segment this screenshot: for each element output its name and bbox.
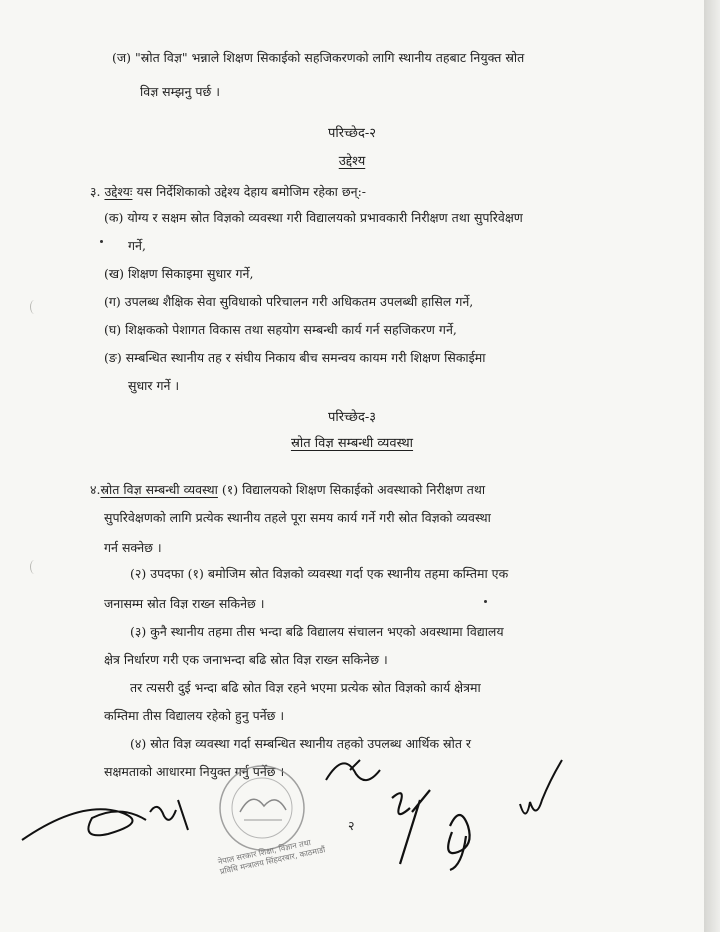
chapter3-title: परिच्छेद-३ — [327, 410, 377, 425]
section3-heading: उद्देश्यः — [104, 184, 133, 199]
section3-intro: यस निर्देशिकाको उद्देश्य देहाय बमोजिम रहेका छन्:- — [136, 184, 367, 199]
clause-ja-line2: विज्ञ सम्झनु पर्छ । — [140, 84, 220, 99]
chapter3-subtitle: स्रोत विज्ञ सम्बन्धी व्यवस्था — [290, 436, 414, 451]
government-seal — [220, 766, 304, 850]
section3-item-gha: (घ) शिक्षकको पेशागत विकास तथा सहयोग सम्बन्धी कार्य गर्न सहजिकरण गर्ने, — [104, 322, 457, 337]
section3-item-ka-line2: गर्ने, — [128, 238, 146, 253]
section4-p4-line1: (४) स्रोत विज्ञ व्यवस्था गर्दा सम्बन्धित स्थानीय तहको उपलब्ध आर्थिक स्रोत र — [130, 736, 472, 751]
section3-item-nga-line1: (ङ) सम्बन्धित स्थानीय तह र संघीय निकाय बीच समन्वय कायम गरी शिक्षण सिकाईमा — [104, 350, 486, 365]
clause-ja-line1: (ज) "स्रोत विज्ञ" भन्नाले शिक्षण सिकाईको सहजिकरणको लागि स्थानीय तहबाट नियुक्त स्रोत — [112, 50, 525, 65]
section4-number: ४. — [90, 482, 101, 497]
section4-p2-line1: (२) उपदफा (१) बमोजिम स्रोत विज्ञको व्यवस्था गर्दा एक स्थानीय तहमा कम्तिमा एक — [130, 566, 509, 581]
seal-text: नेपाल सरकार शिक्षा, विज्ञान तथा प्रविधि मन्त्रालय सिंहदरबार, काठमाडौं — [217, 837, 327, 877]
section4-p3b-line1: तर त्यसरी दुई भन्दा बढि स्रोत विज्ञ रहने भएमा प्रत्येक स्रोत विज्ञको कार्य क्षेत्रमा — [130, 680, 481, 695]
signature-5 — [520, 760, 562, 814]
page-edge — [704, 0, 720, 932]
section4-heading: स्रोत विज्ञ सम्बन्धी व्यवस्था — [100, 482, 218, 497]
section3-item-nga-line2: सुधार गर्ने । — [128, 378, 180, 393]
chapter2-subtitle: उद्देश्य — [338, 154, 366, 169]
section3-item-kha: (ख) शिक्षण सिकाइमा सुधार गर्ने, — [104, 266, 254, 281]
signature-1 — [22, 800, 188, 840]
section4-p3b-line2: कम्तिमा तीस विद्यालय रहेको हुनु पर्नेछ । — [104, 708, 285, 723]
section3-item-ka-line1: (क) योग्य र सक्षम स्रोत विज्ञको व्यवस्था गरी विद्यालयको प्रभावकारी निरीक्षण तथा सुपरिवेक्षण — [104, 210, 523, 225]
page-number: २ — [348, 818, 355, 833]
signature-2 — [326, 760, 380, 780]
signature-4 — [448, 815, 469, 870]
section4-p1-line3: गर्न सक्नेछ । — [104, 540, 162, 555]
section4-p1-line1: (१) विद्यालयको शिक्षण सिकाईको अवस्थाको निरीक्षण तथा — [221, 482, 486, 497]
section4-p2-line2: जनासम्म स्रोत विज्ञ राख्न सकिनेछ । — [104, 596, 265, 611]
chapter2-title: परिच्छेद-२ — [327, 126, 377, 141]
signature-3 — [392, 790, 430, 864]
section4-p3-line1: (३) कुनै स्थानीय तहमा तीस भन्दा बढि विद्यालय संचालन भएको अवस्थामा विद्यालय — [130, 624, 504, 639]
section3-number: ३. — [90, 184, 101, 199]
section4-p3-line2: क्षेत्र निर्धारण गरी एक जनाभन्दा बढि स्रोत विज्ञ राख्न सकिनेछ । — [104, 652, 388, 667]
section3-item-ga: (ग) उपलब्ध शैक्षिक सेवा सुविधाको परिचालन गरी अधिकतम उपलब्धी हासिल गर्ने, — [104, 294, 474, 309]
section4-p4-line2: सक्षमताको आधारमा नियुक्त गर्नु पर्नेछ । — [104, 764, 285, 779]
section4-p1-line2: सुपरिवेक्षणको लागि प्रत्येक स्थानीय तहले पूरा समय कार्य गर्ने गरी स्रोत विज्ञको व्यवस्था — [104, 510, 491, 525]
